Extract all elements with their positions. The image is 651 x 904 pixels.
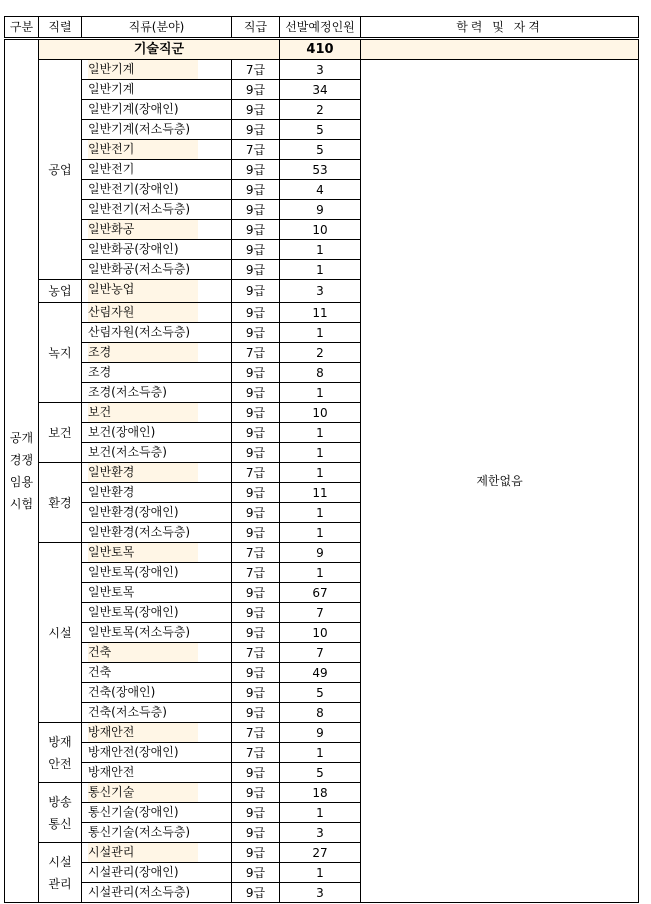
count-cell: 1 — [280, 323, 361, 343]
count-cell: 3 — [280, 823, 361, 843]
series-cell — [82, 563, 232, 583]
series-cell — [82, 120, 232, 140]
series-cell — [82, 743, 232, 763]
grade-cell: 9급 — [232, 683, 280, 703]
table-row — [5, 60, 639, 80]
count-cell: 53 — [280, 160, 361, 180]
category-line: 임용 — [9, 475, 34, 489]
count-cell: 3 — [280, 60, 361, 80]
grade-cell: 9급 — [232, 503, 280, 523]
series-cell — [82, 200, 232, 220]
grade-cell: 9급 — [232, 703, 280, 723]
series-label: 방재안전 — [88, 723, 198, 742]
series-label: 조경 — [88, 365, 112, 379]
count-cell: 10 — [280, 403, 361, 423]
series-cell — [82, 623, 232, 643]
series-cell — [82, 323, 232, 343]
series-cell — [82, 843, 232, 863]
series-cell — [82, 403, 232, 423]
series-cell — [82, 703, 232, 723]
series-cell — [82, 160, 232, 180]
field-cell — [39, 543, 82, 723]
series-cell — [82, 663, 232, 683]
grade-cell: 9급 — [232, 180, 280, 200]
field-line: 안전 — [48, 756, 72, 771]
grade-cell: 9급 — [232, 403, 280, 423]
count-cell: 49 — [280, 663, 361, 683]
grade-cell: 9급 — [232, 783, 280, 803]
field-line: 관리 — [48, 876, 72, 891]
field-line: 방재 — [48, 734, 72, 749]
count-cell: 10 — [280, 623, 361, 643]
grade-cell: 9급 — [232, 803, 280, 823]
field-cell — [39, 463, 82, 543]
series-label: 일반기계(저소득층) — [88, 122, 191, 136]
series-cell — [82, 483, 232, 503]
series-label: 일반토목(장애인) — [88, 565, 179, 579]
qualification-header-fill — [361, 39, 639, 60]
field-line: 시설 — [48, 854, 72, 869]
series-cell — [82, 100, 232, 120]
series-label: 일반화공(장애인) — [88, 242, 179, 256]
series-cell — [82, 823, 232, 843]
series-label: 산림자원 — [88, 303, 198, 322]
grade-cell: 9급 — [232, 483, 280, 503]
count-cell: 1 — [280, 443, 361, 463]
grade-cell: 7급 — [232, 60, 280, 80]
series-cell — [82, 783, 232, 803]
field-line: 시설 — [48, 625, 72, 640]
series-label: 시설관리 — [88, 843, 198, 862]
series-label: 일반화공 — [88, 220, 198, 239]
series-label: 일반전기(장애인) — [88, 182, 179, 196]
count-cell: 1 — [280, 383, 361, 403]
grade-cell: 9급 — [232, 323, 280, 343]
grade-cell: 9급 — [232, 240, 280, 260]
grade-cell: 9급 — [232, 80, 280, 100]
series-label: 보건(저소득층) — [88, 445, 167, 459]
grade-cell: 9급 — [232, 583, 280, 603]
series-label: 건축 — [88, 643, 198, 662]
grade-cell: 9급 — [232, 523, 280, 543]
count-cell: 8 — [280, 363, 361, 383]
series-cell — [82, 220, 232, 240]
grade-cell: 9급 — [232, 763, 280, 783]
header-qualification: 학력 및 자격 — [361, 17, 639, 39]
series-label: 건축(장애인) — [88, 685, 156, 699]
series-label: 일반전기 — [88, 140, 198, 159]
series-label: 방재안전(장애인) — [88, 745, 179, 759]
grade-cell: 7급 — [232, 140, 280, 160]
series-cell — [82, 423, 232, 443]
category-line: 경쟁 — [9, 453, 34, 467]
series-label: 보건 — [88, 403, 198, 422]
count-cell: 1 — [280, 563, 361, 583]
grade-cell: 9급 — [232, 663, 280, 683]
category-cell — [5, 39, 39, 903]
series-label: 시설관리(저소득층) — [88, 885, 191, 899]
grade-cell: 9급 — [232, 220, 280, 240]
count-cell: 1 — [280, 863, 361, 883]
series-cell — [82, 883, 232, 903]
recruitment-table — [4, 16, 639, 903]
grade-cell: 9급 — [232, 843, 280, 863]
series-cell — [82, 363, 232, 383]
series-label: 일반토목 — [88, 585, 135, 599]
series-label: 일반토목(저소득층) — [88, 625, 191, 639]
field-cell — [39, 723, 82, 783]
grade-cell: 7급 — [232, 563, 280, 583]
series-cell — [82, 683, 232, 703]
field-cell — [39, 783, 82, 843]
series-label: 일반기계(장애인) — [88, 102, 179, 116]
series-label: 일반토목 — [88, 543, 198, 562]
count-cell: 10 — [280, 220, 361, 240]
grade-cell: 9급 — [232, 443, 280, 463]
field-line: 통신 — [48, 816, 72, 831]
grade-cell: 9급 — [232, 623, 280, 643]
grade-cell: 9급 — [232, 200, 280, 220]
series-cell — [82, 60, 232, 80]
series-cell — [82, 280, 232, 303]
grade-cell: 7급 — [232, 723, 280, 743]
count-cell: 18 — [280, 783, 361, 803]
series-cell — [82, 643, 232, 663]
series-cell — [82, 463, 232, 483]
header-grade: 직급 — [232, 17, 280, 39]
category-line: 시험 — [9, 497, 34, 511]
grade-cell: 7급 — [232, 343, 280, 363]
series-cell — [82, 140, 232, 160]
count-cell: 27 — [280, 843, 361, 863]
count-cell: 4 — [280, 180, 361, 200]
header-field: 직렬 — [39, 17, 82, 39]
series-label: 일반전기 — [88, 162, 135, 176]
total-row — [5, 39, 639, 60]
grade-cell: 9급 — [232, 100, 280, 120]
header-series: 직류(분야) — [82, 17, 232, 39]
grade-cell: 9급 — [232, 423, 280, 443]
series-label: 방재안전 — [88, 765, 135, 779]
grade-cell: 7급 — [232, 543, 280, 563]
series-label: 통신기술 — [88, 783, 198, 802]
series-label: 보건(장애인) — [88, 425, 156, 439]
field-line: 보건 — [48, 425, 72, 440]
series-cell — [82, 863, 232, 883]
series-cell — [82, 303, 232, 323]
series-label: 건축 — [88, 665, 112, 679]
series-cell — [82, 503, 232, 523]
series-label: 조경 — [88, 343, 198, 362]
total-count: 410 — [280, 39, 361, 60]
series-label: 일반기계 — [88, 82, 135, 96]
field-line: 환경 — [48, 495, 72, 510]
series-cell — [82, 583, 232, 603]
count-cell: 5 — [280, 140, 361, 160]
grade-cell: 7급 — [232, 643, 280, 663]
series-cell — [82, 180, 232, 200]
count-cell: 34 — [280, 80, 361, 100]
series-cell — [82, 723, 232, 743]
recruitment-table-container — [4, 16, 639, 903]
series-label: 통신기술(저소득층) — [88, 825, 191, 839]
series-cell — [82, 543, 232, 563]
category-line: 공개 — [9, 431, 34, 445]
series-cell — [82, 763, 232, 783]
series-cell — [82, 80, 232, 100]
total-label: 기술직군 — [39, 39, 280, 60]
qualification-cell: 제한없음 — [361, 60, 639, 903]
grade-cell: 9급 — [232, 260, 280, 280]
field-cell — [39, 60, 82, 280]
count-cell: 1 — [280, 803, 361, 823]
series-cell — [82, 803, 232, 823]
count-cell: 11 — [280, 483, 361, 503]
series-label: 산림자원(저소득층) — [88, 325, 191, 339]
count-cell: 1 — [280, 743, 361, 763]
grade-cell: 7급 — [232, 743, 280, 763]
field-line: 방송 — [48, 794, 72, 809]
grade-cell: 9급 — [232, 863, 280, 883]
series-label: 일반농업 — [88, 280, 198, 302]
series-cell — [82, 443, 232, 463]
series-label: 조경(저소득층) — [88, 385, 167, 399]
field-cell — [39, 843, 82, 903]
series-label: 건축(저소득층) — [88, 705, 167, 719]
series-cell — [82, 383, 232, 403]
grade-cell: 9급 — [232, 280, 280, 303]
count-cell: 9 — [280, 200, 361, 220]
grade-cell: 9급 — [232, 823, 280, 843]
grade-cell: 7급 — [232, 463, 280, 483]
series-label: 일반환경(저소득층) — [88, 525, 191, 539]
count-cell: 3 — [280, 280, 361, 303]
count-cell: 1 — [280, 260, 361, 280]
count-cell: 9 — [280, 723, 361, 743]
series-label: 일반토목(장애인) — [88, 605, 179, 619]
grade-cell: 9급 — [232, 120, 280, 140]
count-cell: 11 — [280, 303, 361, 323]
field-line: 녹지 — [48, 345, 72, 360]
grade-cell: 9급 — [232, 603, 280, 623]
count-cell: 3 — [280, 883, 361, 903]
series-cell — [82, 603, 232, 623]
grade-cell: 9급 — [232, 883, 280, 903]
count-cell: 67 — [280, 583, 361, 603]
series-label: 시설관리(장애인) — [88, 865, 179, 879]
field-line: 농업 — [48, 284, 72, 298]
header-category: 구분 — [5, 17, 39, 39]
series-label: 일반기계 — [88, 60, 198, 79]
grade-cell: 9급 — [232, 303, 280, 323]
field-line: 공업 — [48, 162, 72, 177]
grade-cell: 9급 — [232, 383, 280, 403]
count-cell: 1 — [280, 463, 361, 483]
count-cell: 5 — [280, 763, 361, 783]
count-cell: 9 — [280, 543, 361, 563]
count-cell: 2 — [280, 100, 361, 120]
count-cell: 7 — [280, 643, 361, 663]
count-cell: 5 — [280, 120, 361, 140]
series-cell — [82, 240, 232, 260]
count-cell: 1 — [280, 503, 361, 523]
series-cell — [82, 343, 232, 363]
count-cell: 5 — [280, 683, 361, 703]
count-cell: 1 — [280, 423, 361, 443]
series-label: 통신기술(장애인) — [88, 805, 179, 819]
count-cell: 7 — [280, 603, 361, 623]
grade-cell: 9급 — [232, 363, 280, 383]
grade-cell: 9급 — [232, 160, 280, 180]
series-label: 일반전기(저소득층) — [88, 202, 191, 216]
count-cell: 1 — [280, 240, 361, 260]
series-cell — [82, 523, 232, 543]
count-cell: 8 — [280, 703, 361, 723]
field-cell — [39, 303, 82, 403]
series-label: 일반환경(장애인) — [88, 505, 179, 519]
count-cell: 2 — [280, 343, 361, 363]
header-row — [5, 17, 639, 39]
field-cell — [39, 280, 82, 303]
series-label: 일반환경 — [88, 463, 198, 482]
series-cell — [82, 260, 232, 280]
series-label: 일반환경 — [88, 485, 135, 499]
field-cell — [39, 403, 82, 463]
series-label: 일반화공(저소득층) — [88, 262, 191, 276]
count-cell: 1 — [280, 523, 361, 543]
header-count: 선발예정인원 — [280, 17, 361, 39]
